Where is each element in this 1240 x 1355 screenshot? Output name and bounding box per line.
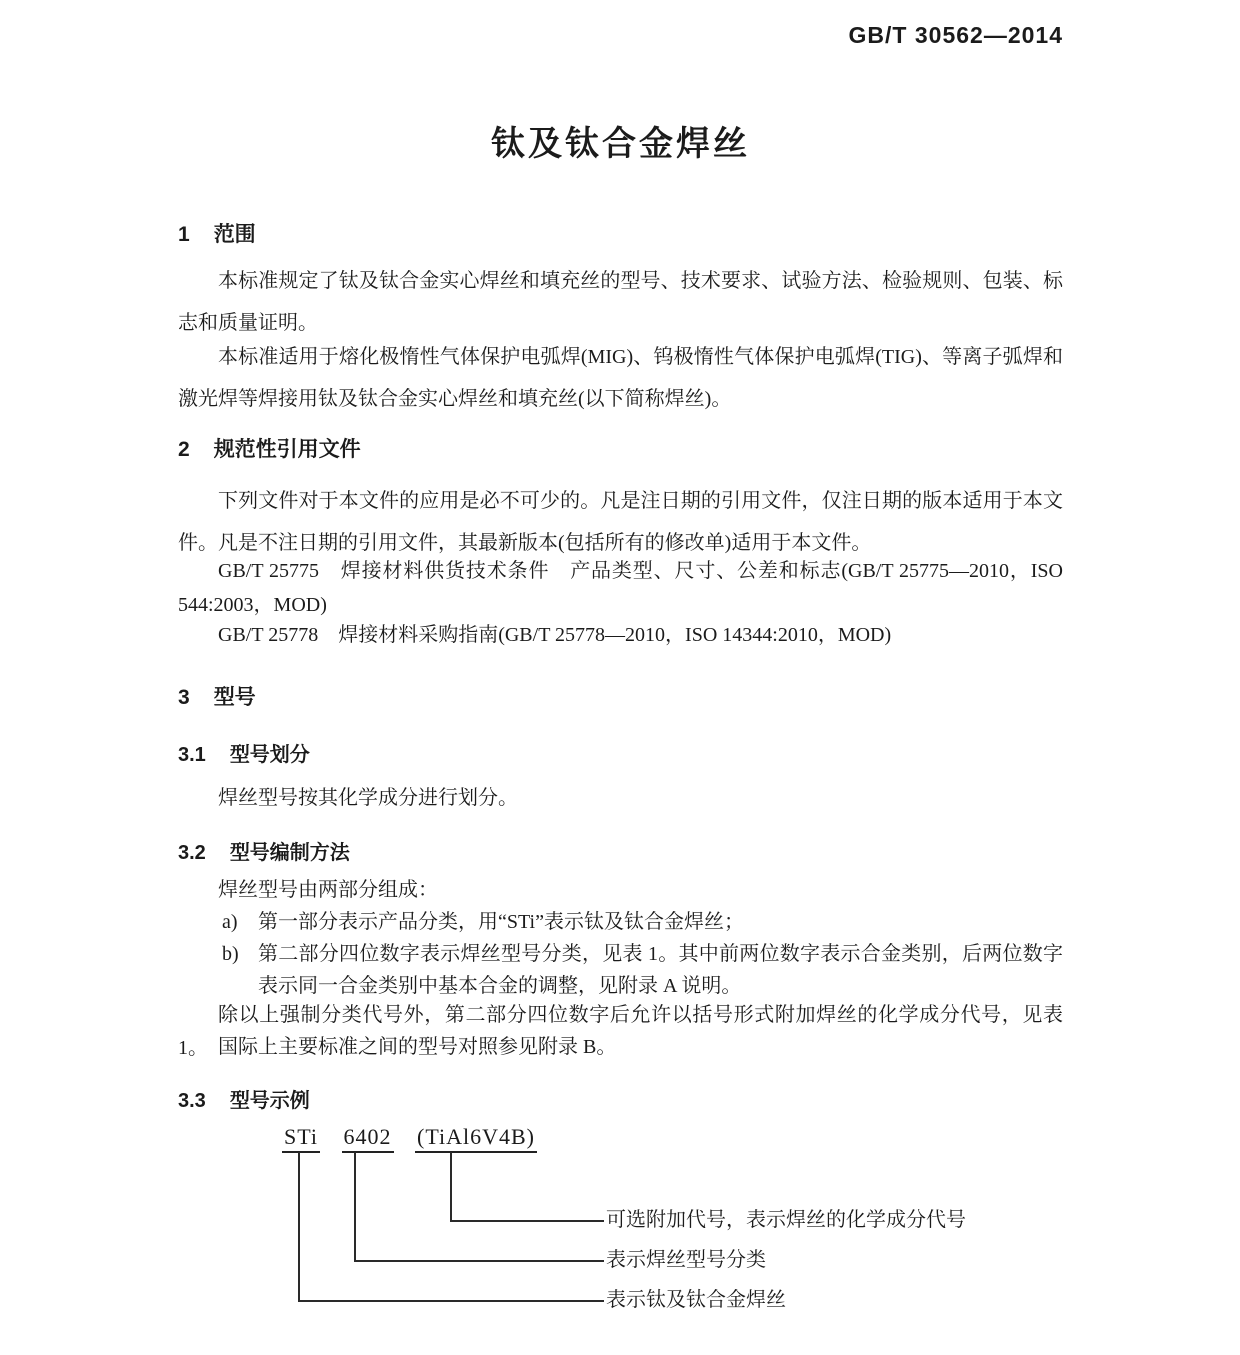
section-number: 1 <box>178 223 190 246</box>
list-marker: b) <box>222 943 239 965</box>
list-text: 第二部分四位数字表示焊丝型号分类，见表 1。其中前两位数字表示合金类别，后两位数字表示同一合金类别中基本合金的调整，见附录 A 说明。 <box>258 943 1063 997</box>
model-division-paragraph: 焊丝型号按其化学成分进行划分。 <box>218 787 518 809</box>
section-title: 范围 <box>213 223 256 246</box>
section-title: 规范性引用文件 <box>213 438 361 461</box>
section-2-heading <box>178 437 1063 463</box>
document-title: 钛及钛合金焊丝 <box>491 125 750 163</box>
section-title: 型号示例 <box>229 1090 310 1112</box>
section-3-2-heading <box>178 840 1063 866</box>
reference-entry: GB/T 25778 焊接材料采购指南(GB/T 25778—2010，ISO 14344:2010，MOD) <box>218 624 892 646</box>
section-number: 2 <box>178 438 190 461</box>
model-compose-intro: 焊丝型号由两部分组成： <box>218 879 438 901</box>
section-1-heading <box>178 222 1063 248</box>
callout-label-chemcode: 可选附加代号，表示焊丝的化学成分代号 <box>606 1209 966 1231</box>
callout-connector-chemcode <box>450 1220 604 1222</box>
section-number: 3.2 <box>178 842 206 864</box>
scope-paragraph-1: 本标准规定了钛及钛合金实心焊丝和填充丝的型号、技术要求、试验方法、检验规则、包装、标志和质量证明。 <box>178 270 1063 334</box>
section-3-1-heading <box>178 742 1063 768</box>
list-item-b <box>222 938 1063 1002</box>
references-intro: 下列文件对于本文件的应用是必不可少的。凡是注日期的引用文件，仅注日期的版本适用于本文件。凡是不注日期的引用文件，其最新版本(包括所有的修改单)适用于本文件。 <box>178 490 1063 554</box>
model-intl-paragraph: 国际上主要标准之间的型号对照参见附录 B。 <box>218 1036 617 1058</box>
list-item-a <box>222 906 1063 938</box>
reference-entry: GB/T 25775 焊接材料供货技术条件 产品类型、尺寸、公差和标志(GB/T 25775—2010，ISO 544:2003，MOD) <box>178 560 1063 616</box>
model-example-diagram <box>282 1124 1022 1339</box>
section-3-3-heading <box>178 1088 1063 1114</box>
section-number: 3.1 <box>178 744 206 766</box>
list-text: 第一部分表示产品分类，用“STi”表示钛及钛合金焊丝； <box>258 911 744 933</box>
model-example-parts <box>282 1124 1022 1153</box>
section-title: 型号划分 <box>229 744 310 766</box>
model-part-prefix: STi <box>282 1124 320 1153</box>
section-number: 3.3 <box>178 1090 206 1112</box>
model-part-chemcode: (TiAl6V4B) <box>415 1124 537 1153</box>
model-part-digits: 6402 <box>342 1124 394 1153</box>
standard-code-header: GB/T 30562—2014 <box>848 22 1063 48</box>
callout-connector-prefix <box>298 1300 604 1302</box>
model-note-paragraph: 除以上强制分类代号外，第二部分四位数字后允许以括号形式附加焊丝的化学成分代号，见表 1。 <box>178 1004 1063 1059</box>
callout-line-digits <box>354 1152 356 1262</box>
callout-line-chemcode <box>450 1152 452 1222</box>
callout-connector-digits <box>354 1260 604 1262</box>
callout-label-digits: 表示焊丝型号分类 <box>606 1249 766 1271</box>
list-marker: a) <box>222 911 238 933</box>
section-title: 型号 <box>213 686 256 709</box>
section-3-heading <box>178 685 1063 711</box>
section-title: 型号编制方法 <box>229 842 350 864</box>
section-number: 3 <box>178 686 190 709</box>
callout-line-prefix <box>298 1152 300 1302</box>
callout-label-prefix: 表示钛及钛合金焊丝 <box>606 1289 786 1311</box>
scope-paragraph-2: 本标准适用于熔化极惰性气体保护电弧焊(MIG)、钨极惰性气体保护电弧焊(TIG)、等离子弧焊和激光焊等焊接用钛及钛合金实心焊丝和填充丝(以下简称焊丝)。 <box>178 346 1063 410</box>
